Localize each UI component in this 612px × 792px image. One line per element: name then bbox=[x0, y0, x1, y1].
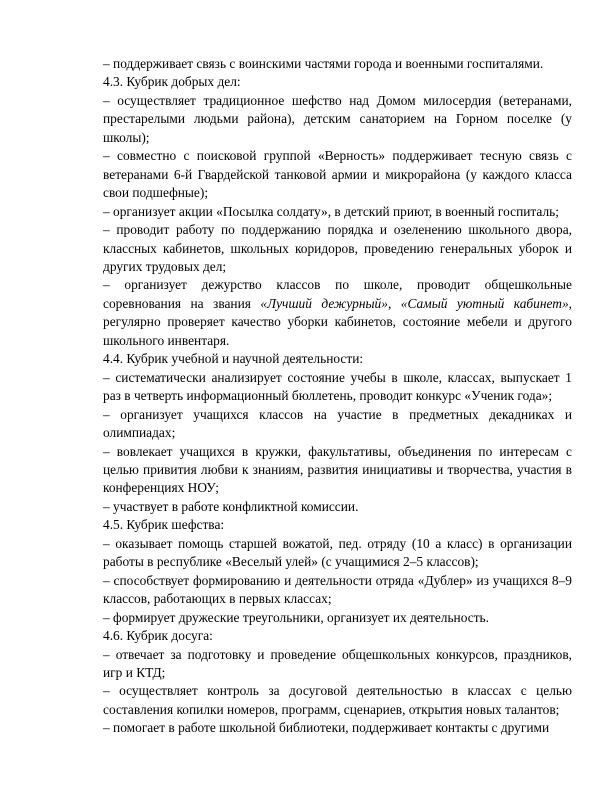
list-item: – осуществляет традиционное шефство над Домом милосердия (ветеранами, престарелыми людьми района), детским санаторием на Горном поселке (у школы); bbox=[103, 92, 572, 145]
list-item: – осуществляет контроль за досуговой деятельностью в классах с целью составления копилки номеров, программ, сценариев, открытия новых талантов; bbox=[103, 683, 572, 717]
italic-title: «Самый уютный кабинет» bbox=[400, 295, 569, 311]
section-heading: 4.4. Кубрик учебной и научной деятельности: bbox=[103, 351, 364, 367]
list-item: – помогает в работе школьной библиотеки, поддерживает контакты с другими bbox=[103, 720, 550, 736]
list-item: – поддерживает связь с воинскими частями города и военными госпиталями. bbox=[103, 56, 544, 71]
list-item: – способствует формированию и деятельности отряда «Дублер» из учащихся 8–9 классов, работающих в первых классах; bbox=[103, 572, 572, 607]
list-item: – организует акции «Посылка солдату», в детский приют, в военный госпиталь; bbox=[103, 203, 559, 219]
list-item-text: , bbox=[387, 295, 401, 311]
list-item: – совместно с поисковой группой «Верность» поддерживает тесную связь с ветеранами 6-й Гвардейской танковой армии и микрорайона (у каждого класса свои подшефные); bbox=[103, 148, 572, 201]
list-item: – проводит работу по поддержанию порядка и озеленению школьного двора, классных кабинетов, школьных коридоров, проведению генеральных уборок и других трудовых дел; bbox=[103, 222, 572, 274]
list-item: – оказывает помощь старшей вожатой, пед. отряду (10 а класс) в организации работы в республике «Веселый улей» (с учащимися 2–5 классов); bbox=[103, 535, 572, 570]
section-heading: 4.5. Кубрик шефства: bbox=[103, 517, 225, 533]
list-item: – формирует дружеские треугольники, организует их деятельность. bbox=[103, 609, 489, 625]
italic-title: «Лучший дежурный» bbox=[260, 295, 388, 311]
section-heading: 4.3. Кубрик добрых дел: bbox=[103, 74, 241, 90]
list-item: – участвует в работе конфликтной комиссии. bbox=[103, 498, 359, 514]
list-item-text: , регулярно проверяет качество уборки кабинетов, состояние мебели и другого школьного инвентаря. bbox=[103, 295, 572, 348]
list-item: – вовлекает учащихся в кружки, факультативы, объединения по интересам с целью привития любви к знаниям, развития инициативы и творчества, участия в конференциях НОУ; bbox=[103, 443, 572, 496]
section-heading: 4.6. Кубрик досуга: bbox=[103, 628, 213, 644]
list-item: – организует учащихся классов на участие в предметных декадниках и олимпиадах; bbox=[103, 406, 572, 441]
list-item-text: – организует дежурство классов по школе, проводит общешкольные соревнования на звания bbox=[103, 277, 572, 311]
document-body bbox=[103, 55, 572, 738]
list-item: – отвечает за подготовку и проведение общешкольных конкурсов, праздников, игр и КТД; bbox=[103, 646, 572, 680]
list-item: – систематически анализирует состояние учебы в школе, классах, выпускает 1 раз в четверть информационный бюллетень, проводит конкурс «Ученик года»; bbox=[103, 369, 572, 404]
list-item bbox=[103, 276, 572, 350]
